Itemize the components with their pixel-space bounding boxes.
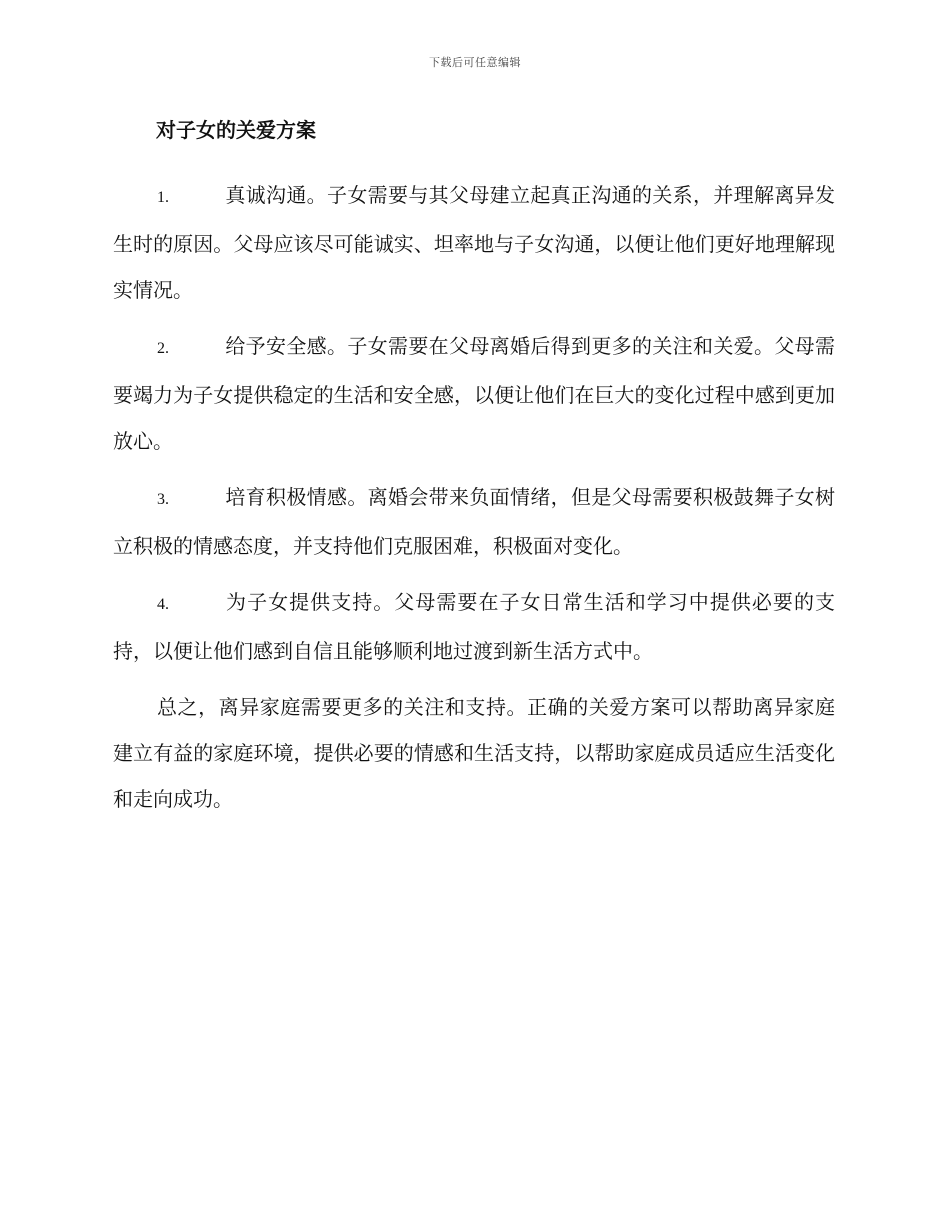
list-item [113, 579, 835, 674]
list-item [113, 172, 835, 313]
document-title: 对子女的关爱方案 [156, 118, 316, 142]
list-item-text: 培育积极情感。离婚会带来负面情绪，但是父母需要积极鼓舞子女树立积极的情感态度，并支持他们克服困难，积极面对变化。 [113, 485, 835, 558]
list-item [113, 474, 835, 569]
list-item-text: 为子女提供支持。父母需要在子女日常生活和学习中提供必要的支持，以便让他们感到自信且能够顺利地过渡到新生活方式中。 [113, 590, 835, 663]
list-item-number: 4. [157, 596, 169, 613]
list-item-text: 给予安全感。子女需要在父母离婚后得到更多的关注和关爱。父母需要竭力为子女提供稳定的生活和安全感，以便让他们在巨大的变化过程中感到更加放心。 [113, 334, 835, 453]
list-item-number: 3. [157, 491, 169, 508]
list-item-number: 1. [157, 189, 169, 206]
list-item [113, 323, 835, 464]
document-body [113, 172, 835, 832]
summary-paragraph: 总之，离异家庭需要更多的关注和支持。正确的关爱方案可以帮助离异家庭建立有益的家庭环境，提供必要的情感和生活支持，以帮助家庭成员适应生活变化和走向成功。 [113, 695, 835, 811]
list-item-number: 2. [157, 340, 169, 357]
header-note: 下载后可任意编辑 [429, 56, 521, 69]
list-item-text: 真诚沟通。子女需要与其父母建立起真正沟通的关系，并理解离异发生时的原因。父母应该尽可能诚实、坦率地与子女沟通，以便让他们更好地理解现实情况。 [113, 183, 835, 302]
